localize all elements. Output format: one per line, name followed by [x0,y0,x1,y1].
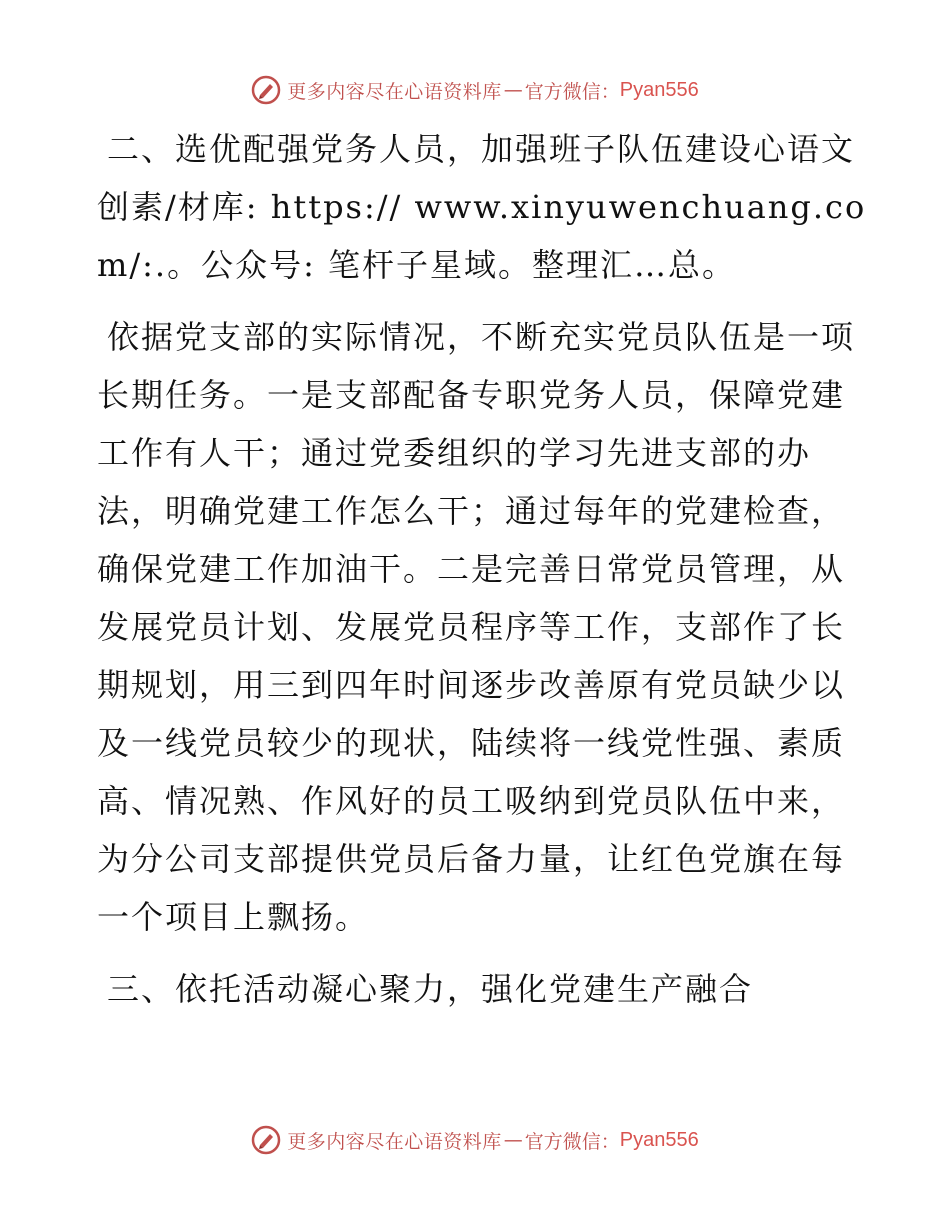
watermark-dash: — [503,79,523,101]
watermark-site-text: 更多内容尽在心语资料库 [287,1130,502,1153]
watermark-site-text: 更多内容尽在心语资料库 [287,80,502,103]
section-2-heading: 二、选优配强党务人员，加强班子队伍建设心语文创素/材库: https:// www.xinyuwenchuang.com/:.。公众号: 笔杆子星域。整理汇…总。 [97,130,867,284]
watermark-wechat-id: Pyan556 [619,1128,699,1151]
watermark-wechat-label: 官方微信： [524,1130,620,1153]
watermark-wechat-label: 官方微信： [524,80,620,103]
pen-logo-icon [251,75,281,105]
watermark-footer [0,1120,950,1160]
document-body [97,120,867,1018]
watermark-header [0,70,950,110]
pen-logo-icon [251,1125,281,1155]
section-3-heading: 三、依托活动凝心聚力，强化党建生产融合 [107,970,754,1008]
watermark-dash: — [503,1129,523,1151]
section-2-paragraph: 依据党支部的实际情况，不断充实党员队伍是一项长期任务。一是支部配备专职党务人员，保障党建工作有人干；通过党委组织的学习先进支部的办法，明确党建工作怎么干；通过每年的党建检查，确保党建工作加油干。二是完善日常党员管理，从发展党员计划、发展党员程序等工作，支部作了长期规划，用三到四年时间逐步改善原有党员缺少以及一线党员较少的现状，陆续将一线党性强、素质高、情况熟、作风好的员工吸纳到党员队伍中来，为分公司支部提供党员后备力量，让红色党旗在每一个项目上飘扬。 [97,318,856,936]
watermark-wechat-id: Pyan556 [619,78,699,101]
